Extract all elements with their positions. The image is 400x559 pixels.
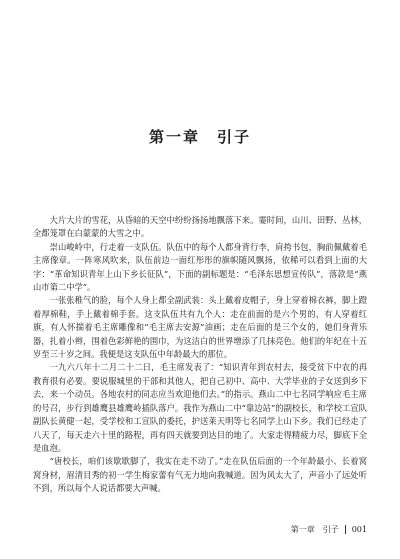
running-head: 第一章 引子	[290, 525, 339, 534]
paragraph: “唐校长，咱们该歇歇脚了，我实在走不动了。”走在队伍后面的一个年龄最小、长着窝窝身材，眉清目秀的初一学生梅家蕾有气无力地向我喊道。因为风太大了，声音小了远处听不到，所以每个人说话都要大声喊。	[33, 456, 367, 494]
chapter-title: 第一章 引子	[148, 128, 251, 146]
footer-divider	[345, 525, 346, 534]
page-footer	[291, 524, 367, 535]
page-number: 001	[351, 525, 367, 534]
paragraph: 一九六八年十二月二十二日，毛主席发表了：“知识青年到农村去，接受贫下中农的再教育很有必要。要说服城里的干部和其他人，把自己初中、高中、大学毕业的子女送到乡下去，来一个动员。各地农村的同志应当欢迎他们去。”的指示。燕山二中七名同学响应毛主席的号召，步行到雄鹰县雄鹰岭插队落户。我作为燕山二中“靠边站”的副校长，和学校工宣队副队长黄健一起，受学校和工宣队的委托，护送莱天明等七名同学上山下乡。我们已经走了八天了，每天走六十里的路程，再有四天就要到达目的地了。大家走得精疲力尽，脚底下全是血泡。	[33, 362, 367, 453]
paragraph: 一张张稚气的脸，每个人身上都全副武装：头上戴着皮帽子，身上穿着棉衣裤，脚上蹬着厚棉鞋，手上戴着棉手套。这支队伍共有九个人：走在前面的是六个男的，有人穿着红旗，有人怀揣着毛主席雕像和“毛主席去安源”油画；走在后面的是三个女的，她们身背乐器，扎着小辫，围着色彩鲜艳的围巾，为这洁白的世界增添了几抹亮色。他们的年纪在十五岁至三十岁之间。我便是这支队伍中年龄最大的那位。	[33, 295, 367, 360]
body-text	[33, 214, 367, 496]
paragraph: 大片大片的雪花，从昏暗的天空中纷纷扬扬地飘落下来。霎时间，山川、田野、丛林，全都笼罩在白蒙蒙的大雪之中。	[33, 215, 367, 239]
paragraph: 崇山峻岭中，行走着一支队伍。队伍中的每个人都身背行李，肩挎书包，胸前佩戴着毛主席像章。一阵寒风吹来，队伍前边一面红彤彤的旗帜随风飘扬，依稀可以看到上面的大字：“革命知识青年上山下乡长征队”，下面的副标题是：“毛泽东思想宣传队”，落款是“燕山市第二中学”。	[33, 241, 367, 293]
